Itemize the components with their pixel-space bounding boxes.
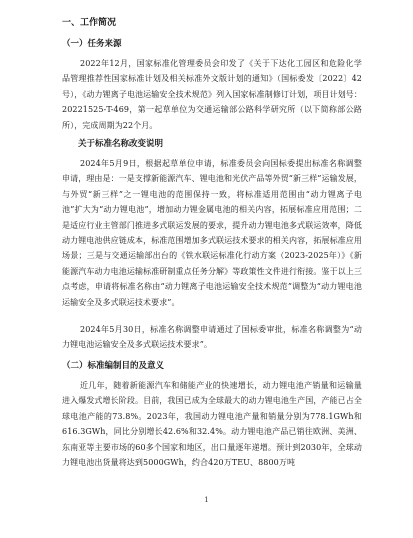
paragraph-purpose: 近几年，随着新能源汽车和储能产业的快速增长，动力锂电池产销量和运输量进入爆发式增长阶段。目前，我国已成为全球最大的动力锂电池生产国，产能已占全球电池产能的73.8%。2023年，我国动力锂电池产量和销量分别为778.1GWh和616.3GWh，同比分别增长42.6%和32.4%。动力锂电池产品已销往欧洲、美洲、东南亚等主要市场的60多个国家和地区，出口量逐年递增。预计到2030年，全球动力锂电池出货量将达到5000GWh，约合420万TEU、8800万吨 <box>62 381 362 468</box>
paragraph-name-change-approval: 2024年5月30日，标准名称调整申请通过了国标委审批，标准名称调整为“动力锂电池运输安全及多式联运技术要求”。 <box>62 325 362 350</box>
subheading-task-source: （一）任务来源 <box>62 39 122 49</box>
heading-name-change: 关于标准名称改变说明 <box>78 139 164 149</box>
paragraph-name-change-request: 2024年5月9日，根据起草单位申请，标准委员会向国标委提出标准名称调整申请，理由是：一是支撑新能源汽车、锂电池和光伏产品等外贸“新三样”运输发展，与外贸“新三样”之一锂电池的范围保持一致，将标准适用范围由“动力锂离子电池”扩大为“动力锂电池”，增加动力锂金属电池的相关内容，拓展标准应用范围；二是适应行业主管部门推进多式联运发展的要求，提升动力锂电池多式联运效率，降低动力锂电池供应链成本，标准范围增加多式联运技术要求的相关内容，拓展标准应用场景；三是与交通运输部出台的《铁水联运标准化行动方案（2023-2025年）》《新能源汽车动力电池运输标准研制重点任务分解》等政策性文件进行衔接。鉴于以上三点考虑，申请将标准名称由“动力锂离子电池运输安全技术规范”调整为“动力锂电池运输安全及多式联运技术要求”。 <box>62 159 362 307</box>
page-number: 1 <box>204 496 209 504</box>
paragraph-task-source: 2022年12月，国家标准化管理委员会印发了《关于下达化工园区和危险化学品管理推荐性国家标准计划及相关标准外文版计划的通知》（国标委发〔2022〕42号），《动力锂离子电池运输安全技术规范》列入国家标准制修订计划，项目计划号：20221525-T-469，第一起草单位为交通运输部公路科学研究所（以下简称部公路所），完成周期为22个月。 <box>62 59 362 130</box>
section-heading-work-overview: 一、工作简况 <box>62 18 117 28</box>
subheading-purpose-significance: （二）标准编制目的及意义 <box>62 361 165 371</box>
